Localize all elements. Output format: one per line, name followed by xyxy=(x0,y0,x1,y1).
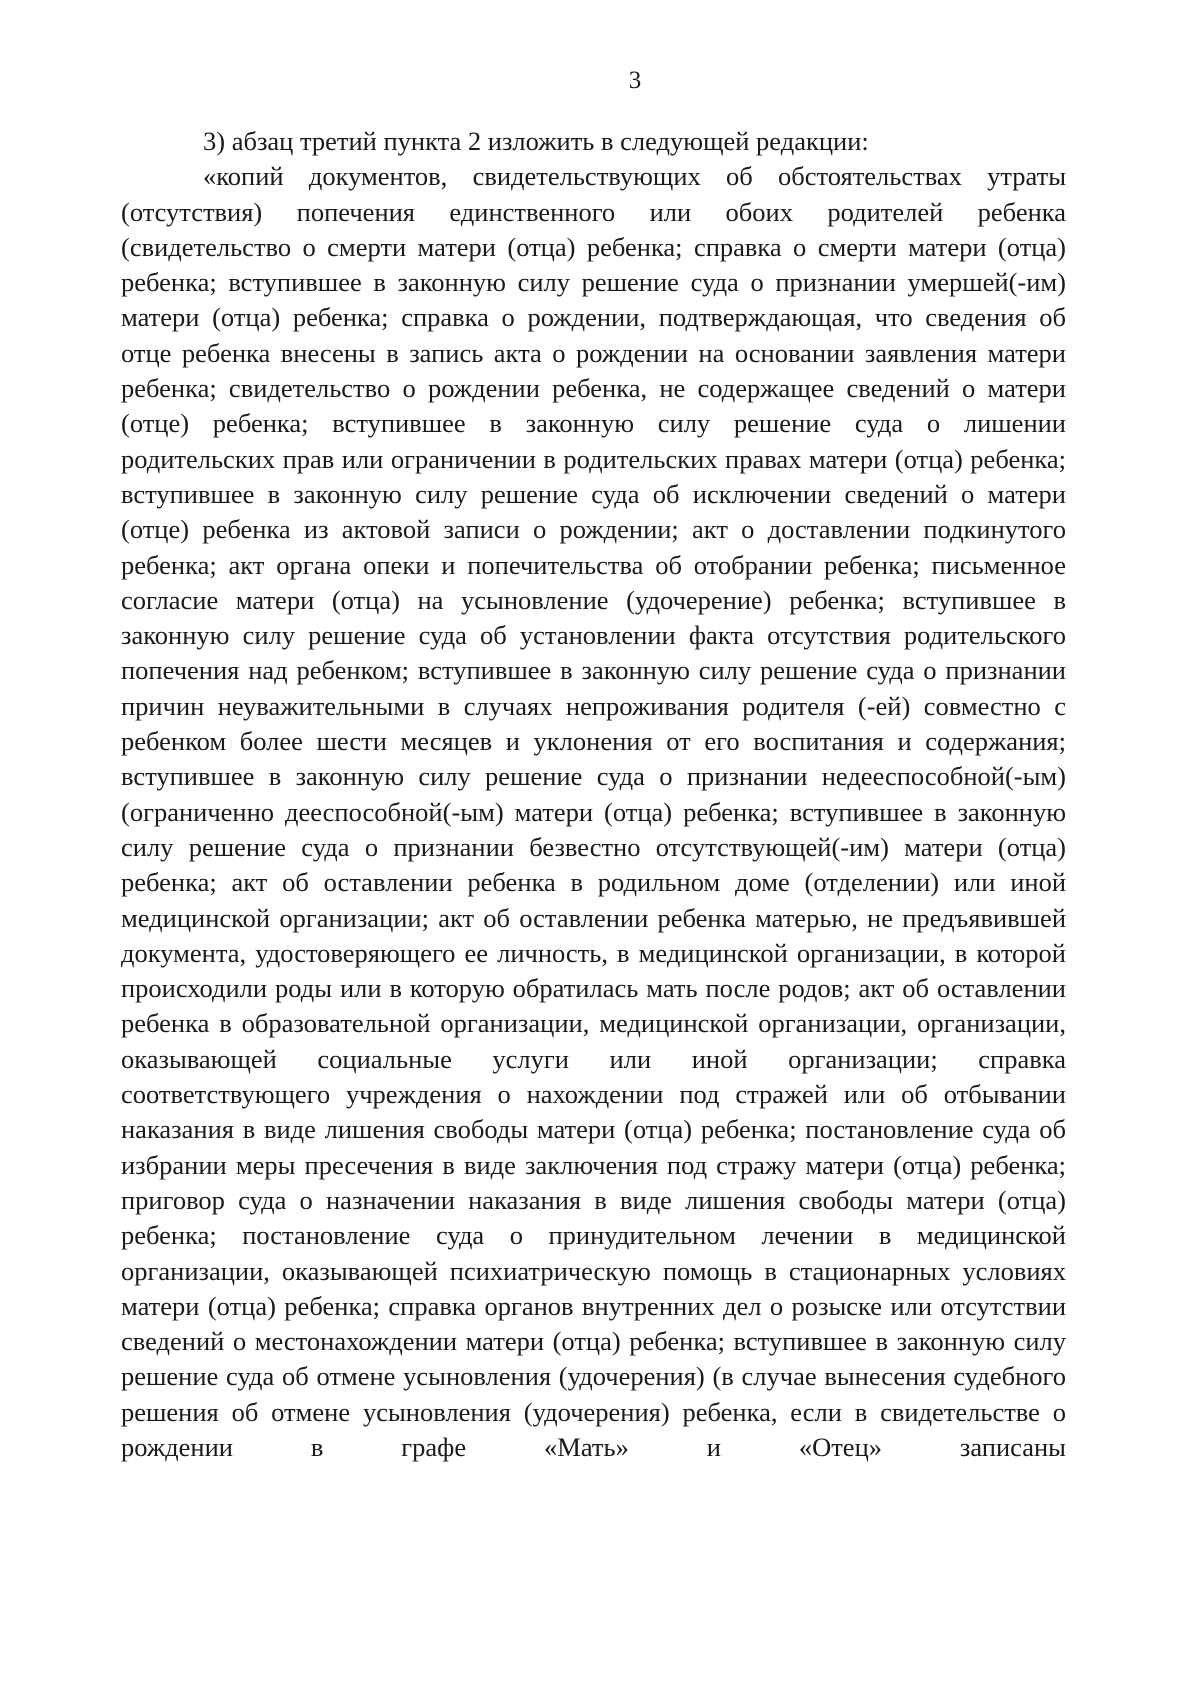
document-body xyxy=(121,124,1066,1465)
page-number: 3 xyxy=(628,67,642,94)
quoted-amendment-text: «копий документов, свидетельствующих об обстоятельствах утраты (отсутствия) попечения единственного или обоих родителей ребенка (свидетельство о смерти матери (отца) ребенка; справка о смерти матери (отца) ребенка; вступившее в законную силу решение суда о признании умершей(-им) матери (отца) ребенка; справка о рождении, подтверждающая, что сведения об отце ребенка внесены в запись акта о рождении на основании заявления матери ребенка; свидетельство о рождении ребенка, не содержащее сведений о матери (отце) ребенка; вступившее в законную силу решение суда о лишении родительских прав или ограничении в родительских правах матери (отца) ребенка; вступившее в законную силу решение суда об исключении сведений о матери (отце) ребенка из актовой записи о рождении; акт о доставлении подкинутого ребенка; акт органа опеки и попечительства об отобрании ребенка; письменное согласие матери (отца) на усыновление (удочерение) ребенка; вступившее в законную силу решение суда об установлении факта отсутствия родительского попечения над ребенком; вступившее в законную силу решение суда о признании причин неуважительными в случаях непроживания родителя (-ей) совместно с ребенком более шести месяцев и уклонения от его воспитания и содержания; вступившее в законную силу решение суда о признании недееспособной(-ым) (ограниченно дееспособной(-ым) матери (отца) ребенка; вступившее в законную силу решение суда о признании безвестно отсутствующей(-им) матери (отца) ребенка; акт об оставлении ребенка в родильном доме (отделении) или иной медицинской организации; акт об оставлении ребенка матерью, не предъявившей документа, удостоверяющего ее личность, в медицинской организации, в которой происходили роды или в которую обратилась мать после родов; акт об оставлении ребенка в образовательной организации, медицинской организации, организации, оказывающей социальные услуги или иной организации; справка соответствующего учреждения о нахождении под стражей или об отбывании наказания в виде лишения свободы матери (отца) ребенка; постановление суда об избрании меры пресечения в виде заключения под стражу матери (отца) ребенка; приговор суда о назначении наказания в виде лишения свободы матери (отца) ребенка; постановление суда о принудительном лечении в медицинской организации, оказывающей психиатрическую помощь в стационарных условиях матери (отца) ребенка; справка органов внутренних дел о розыске или отсутствии сведений о местонахождении матери (отца) ребенка; вступившее в законную силу решение суда об отмене усыновления (удочерения) (в случае вынесения судебного решения об отмене усыновления (удочерения) ребенка, если в свидетельстве о рождении в графе «Мать» и «Отец» записаны xyxy=(121,161,1066,1462)
amendment-heading-paragraph: 3) абзац третий пункта 2 изложить в следующей редакции: xyxy=(203,126,869,156)
